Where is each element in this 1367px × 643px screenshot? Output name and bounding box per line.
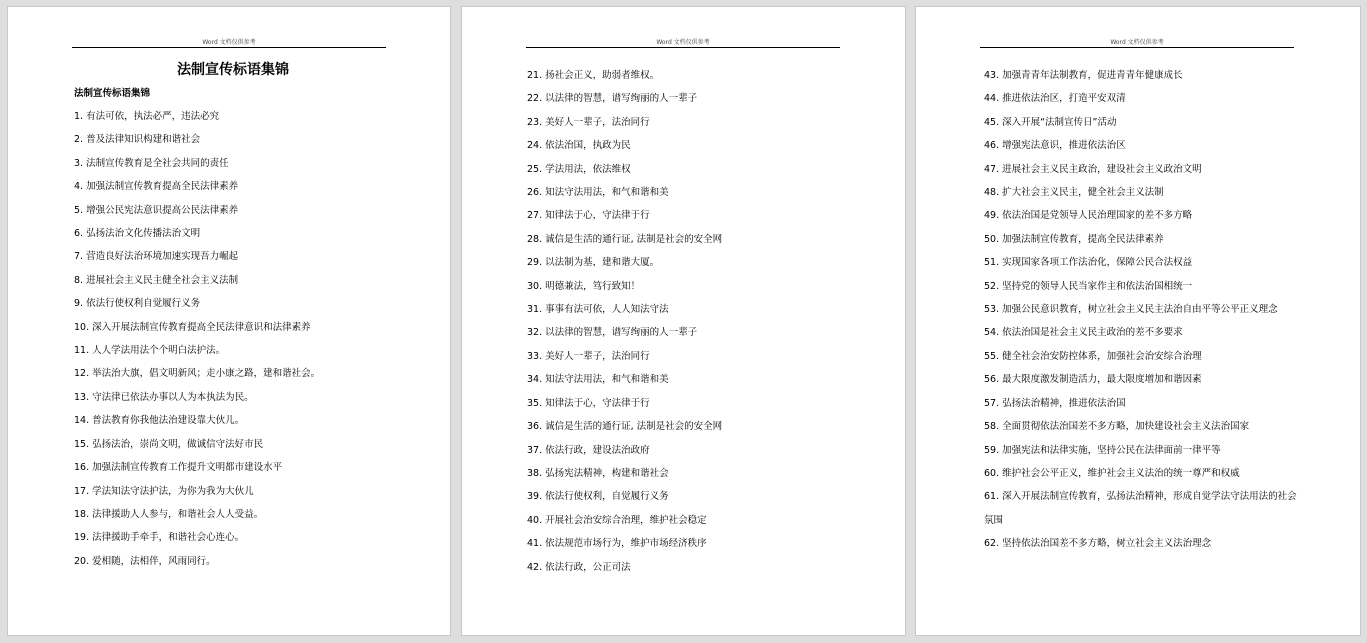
list-item: 45. 深入开展“法制宣传日”活动: [984, 116, 1117, 128]
list-item: 37. 依法行政，建设法治政府: [527, 444, 650, 456]
list-item: 56. 最大限度激发制造活力，最大限度增加和谐因素: [984, 374, 1202, 386]
document-page-3: [915, 6, 1361, 636]
list-item: 22. 以法律的智慧，谱写绚丽的人一辈子: [527, 93, 698, 105]
list-item: 18. 法律援助人人参与，和谐社会人人受益。: [74, 508, 264, 520]
list-item: 35. 知律法于心，守法律于行: [527, 397, 650, 409]
list-item: 49. 依法治国是党领导人民治理国家的差不多方略: [984, 210, 1193, 222]
list-item: 46. 增强宪法意识，推进依法治区: [984, 140, 1126, 152]
list-item: 19. 法律援助手牵手，和谐社会心连心。: [74, 532, 245, 544]
list-item: 2. 普及法律知识构建和谐社会: [74, 134, 201, 146]
list-item: 26. 知法守法用法，和气和谐和美: [527, 187, 669, 199]
list-item: 51. 实现国家各项工作法治化，保障公民合法权益: [984, 257, 1193, 269]
list-item: 39. 依法行使权利，自觉履行义务: [527, 491, 669, 503]
document-page-2: [461, 6, 906, 636]
list-item: 43. 加强青青年法制教育，促进青青年健康成长: [984, 70, 1183, 81]
list-item: 50. 加强法制宣传教育，提高全民法律素养: [984, 233, 1164, 245]
list-item: 10. 深入开展法制宣传教育提高全民法律意识和法律素养: [74, 321, 311, 333]
list-item: 61. 深入开展法制宣传教育，弘扬法治精神，形成自觉学法守法用法的社会氛围: [984, 491, 1297, 526]
list-item: 42. 依法行政，公正司法: [527, 561, 631, 573]
slogan-list: [74, 105, 392, 573]
list-item: 23. 美好人一辈子，法治同行: [527, 116, 650, 128]
list-item: 52. 坚持党的领导人民当家作主和依法治国相统一: [984, 280, 1193, 292]
list-item: 17. 学法知法守法护法，为你为我为大伙儿: [74, 485, 254, 497]
list-item: 31. 事事有法可依，人人知法守法: [527, 304, 669, 316]
list-item: 32. 以法律的智慧，谱写绚丽的人一辈子: [527, 327, 698, 339]
page-body: [74, 58, 392, 573]
list-item: 5. 增强公民宪法意识提高公民法律素养: [74, 204, 239, 216]
list-item: 28. 诚信是生活的通行证, 法制是社会的安全网: [527, 233, 723, 245]
list-item: 47. 进展社会主义民主政治，建设社会主义政治文明: [984, 163, 1202, 175]
page-header: Word 文档仅供参考: [526, 39, 840, 48]
list-item: 4. 加强法制宣传教育提高全民法律素养: [74, 181, 239, 193]
list-item: 53. 加强公民意识教育，树立社会主义民主法治自由平等公平正义理念: [984, 304, 1278, 316]
list-item: 40. 开展社会治安综合治理，维护社会稳定: [527, 514, 707, 526]
list-item: 55. 健全社会治安防控体系，加强社会治安综合治理: [984, 350, 1202, 362]
list-item: 14. 普法教育你我他法治建设靠大伙儿。: [74, 415, 245, 427]
page-body: [984, 64, 1302, 556]
document-subtitle: 法制宣传标语集锦: [74, 88, 151, 99]
document-title: 法制宣传标语集锦: [177, 62, 289, 78]
list-item: 62. 坚持依法治国差不多方略，树立社会主义法治理念: [984, 538, 1212, 550]
list-item: 57. 弘扬法治精神，推进依法治国: [984, 397, 1126, 409]
list-item: 36. 诚信是生活的通行证, 法制是社会的安全网: [527, 421, 723, 433]
list-item: 38. 弘扬宪法精神，构建和谐社会: [527, 467, 669, 479]
page-body: [527, 64, 847, 579]
list-item: 30. 明德兼法，笃行致知！: [527, 280, 641, 292]
page-header: Word 文档仅供参考: [72, 39, 386, 48]
list-item: 48. 扩大社会主义民主，健全社会主义法制: [984, 187, 1164, 199]
page-header: Word 文档仅供参考: [980, 39, 1294, 48]
list-item: 27. 知律法于心，守法律于行: [527, 210, 650, 222]
list-item: 16. 加强法制宣传教育工作提升文明都市建设水平: [74, 462, 283, 474]
list-item: 41. 依法规范市场行为，维护市场经济秩序: [527, 538, 707, 550]
list-item: 54. 依法治国是社会主义民主政治的差不多要求: [984, 327, 1183, 339]
slogan-list: [984, 64, 1302, 556]
slogan-list: [527, 64, 847, 579]
list-item: 58. 全面贯彻依法治国差不多方略，加快建设社会主义法治国家: [984, 421, 1250, 433]
list-item: 24. 依法治国，执政为民: [527, 140, 631, 152]
list-item: 44. 推进依法治区，打造平安双清: [984, 93, 1126, 105]
list-item: 3. 法制宣传教育是全社会共同的责任: [74, 157, 229, 169]
list-item: 9. 依法行使权利自觉履行义务: [74, 298, 201, 310]
list-item: 13. 守法律已依法办事以人为本执法为民。: [74, 391, 254, 403]
list-item: 21. 扬社会正义，助弱者维权。: [527, 70, 660, 81]
document-page-1: [7, 6, 451, 636]
list-item: 1. 有法可依，执法必严，违法必究: [74, 111, 220, 122]
list-item: 60. 维护社会公平正义，维护社会主义法治的统一尊严和权威: [984, 467, 1240, 479]
list-item: 25. 学法用法，依法维权: [527, 163, 631, 175]
list-item: 59. 加强宪法和法律实施，坚持公民在法律面前一律平等: [984, 444, 1221, 456]
list-item: 7. 营造良好法治环境加速实现吾力崛起: [74, 251, 239, 263]
list-item: 29. 以法制为基，建和谐大厦。: [527, 257, 660, 269]
list-item: 15. 弘扬法治，崇尚文明，做诚信守法好市民: [74, 438, 264, 450]
list-item: 20. 爱相随，法相伴，风雨同行。: [74, 555, 216, 567]
list-item: 8. 进展社会主义民主健全社会主义法制: [74, 274, 239, 286]
list-item: 6. 弘扬法治文化传播法治文明: [74, 228, 201, 240]
list-item: 12. 举法治大旗，倡文明新风；走小康之路，建和谐社会。: [74, 368, 321, 380]
list-item: 11. 人人学法用法个个明白法护法。: [74, 345, 226, 357]
list-item: 34. 知法守法用法，和气和谐和美: [527, 374, 669, 386]
list-item: 33. 美好人一辈子，法治同行: [527, 350, 650, 362]
